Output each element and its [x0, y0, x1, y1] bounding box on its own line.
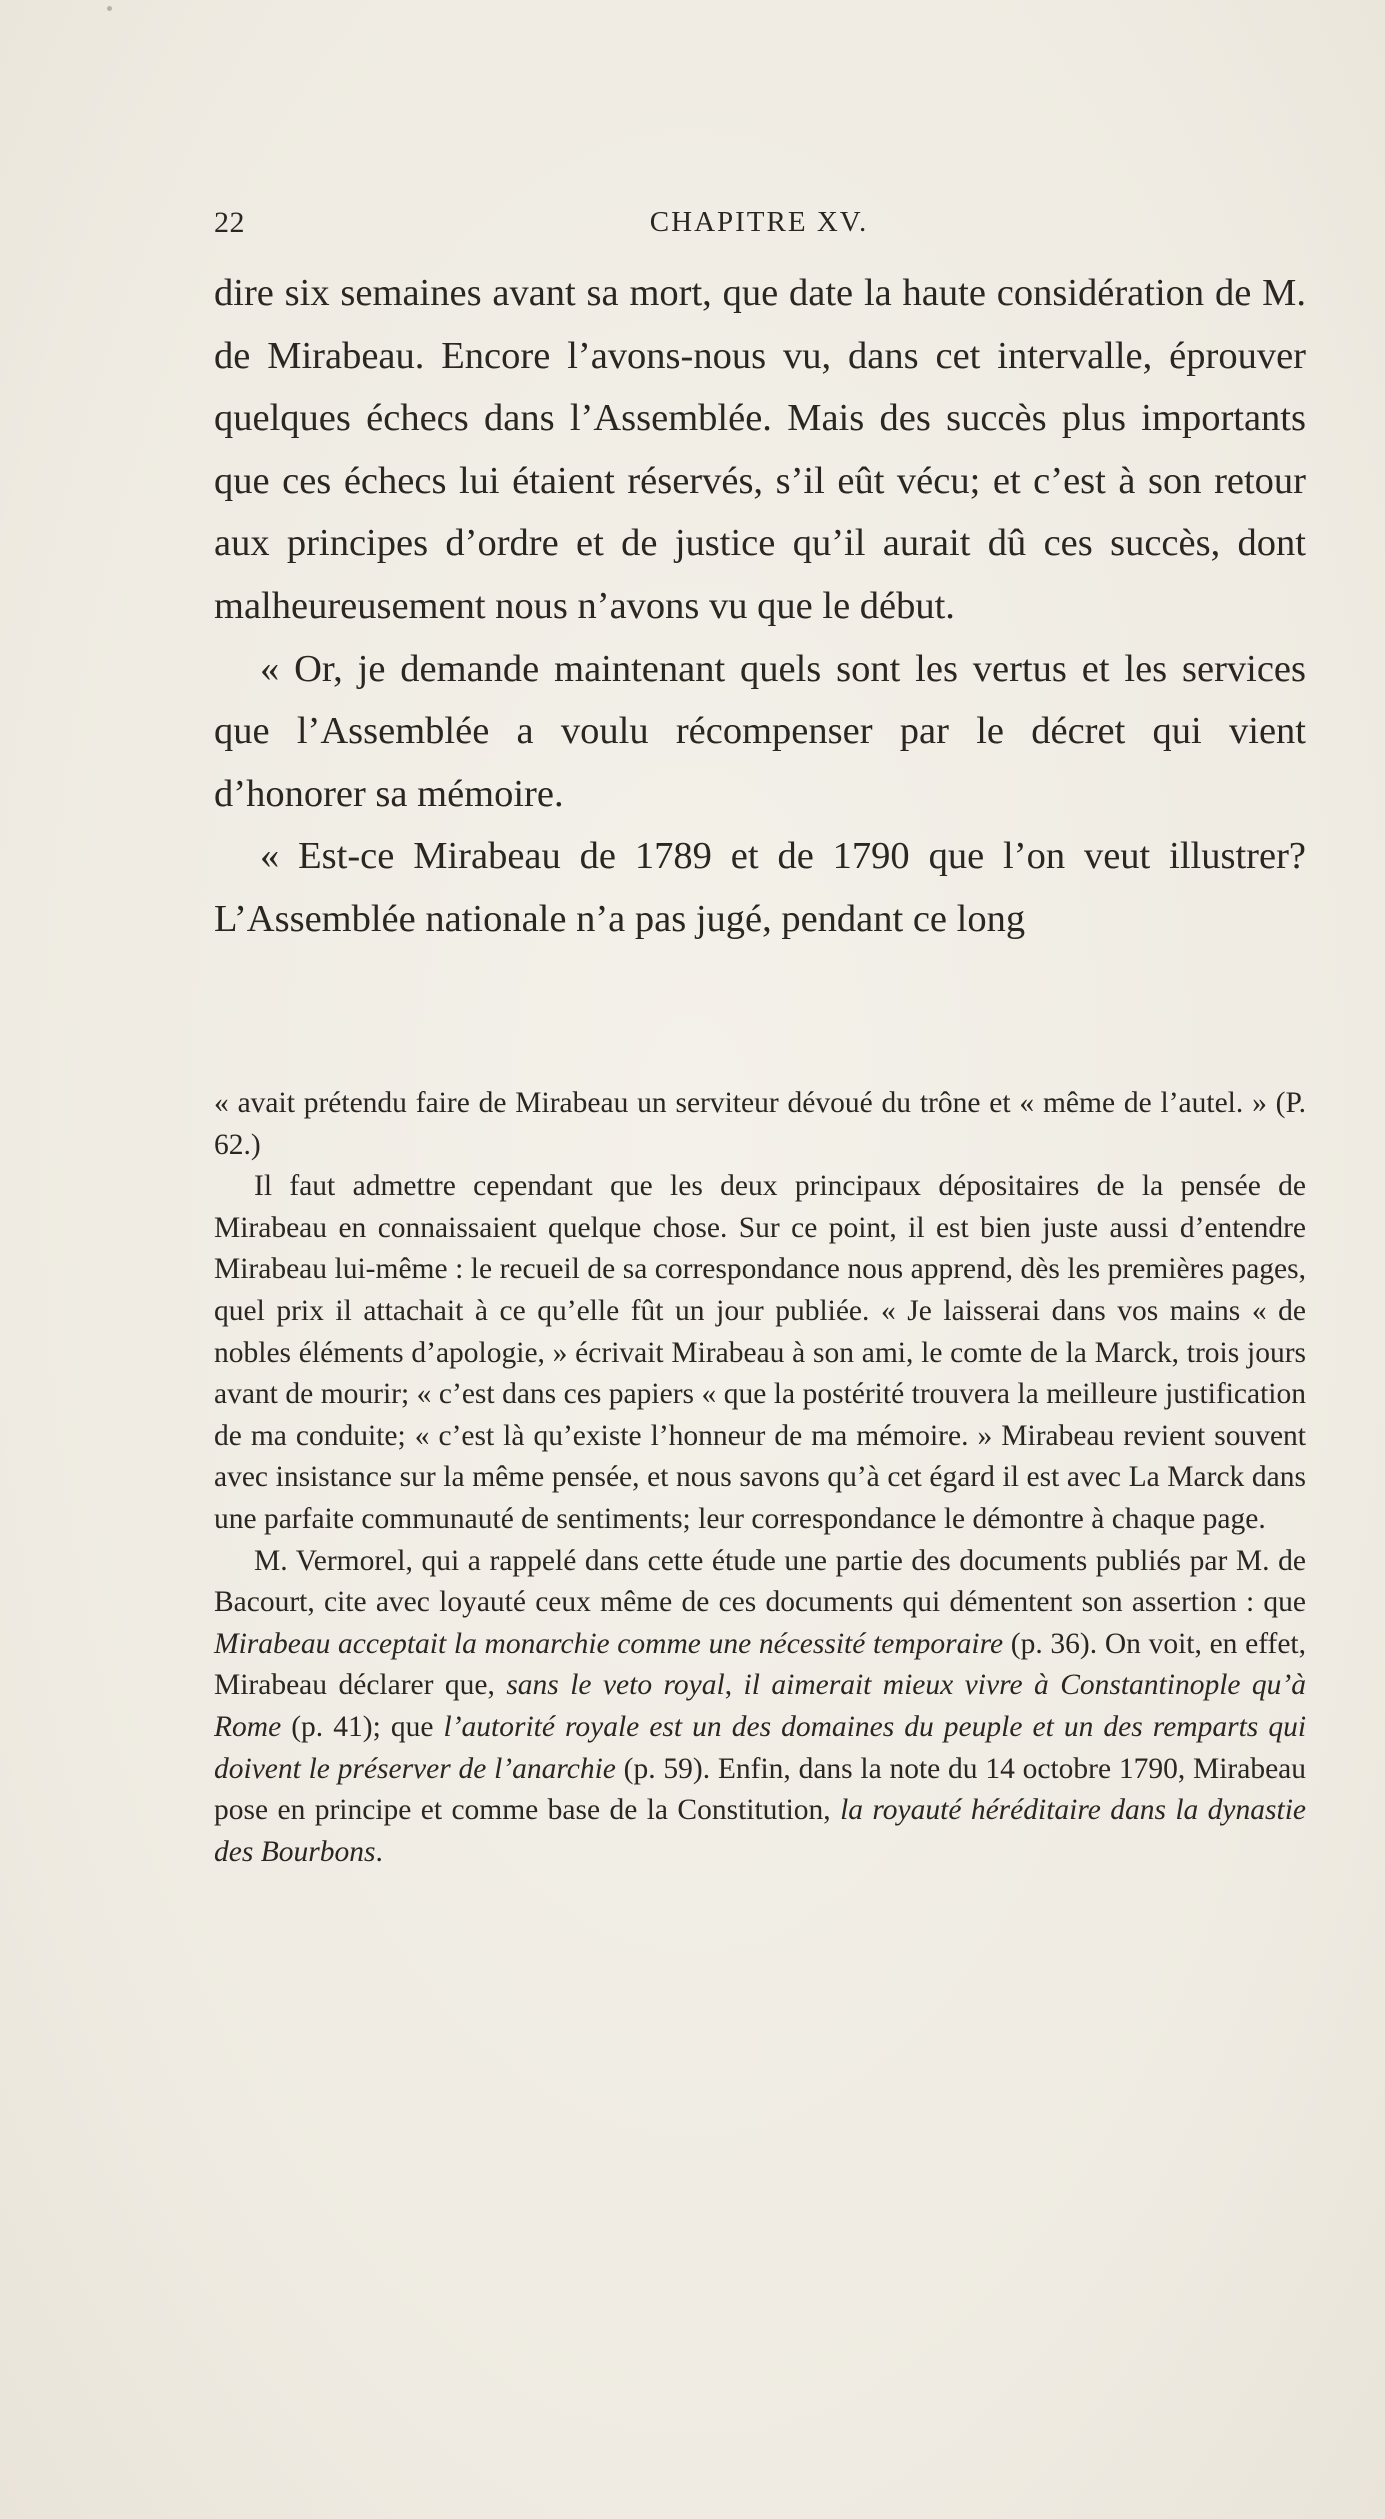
- main-paragraph: dire six semaines avant sa mort, que date la haute considération de M. de Mirabeau. Encore l’avons-nous vu, dans cet intervalle, éprouver quelques échecs dans l’Assemblée. Mais des succès plus importants que ces échecs lui étaient réservés, s’il eût vécu; et c’est à son retour aux principes d’ordre et de justice qu’il aurait dû ces succès, dont malheureusement nous n’avons vu que le début.: [214, 272, 1306, 627]
- main-paragraph: « Or, je demande maintenant quels sont les vertus et les services que l’Assemblée a voulu récompenser par le décret qui vient d’honorer sa mémoire.: [214, 647, 1306, 815]
- footnote-text: (p. 36). On voit, en effet, Mirabeau déclarer que,: [214, 1627, 1306, 1702]
- footnote-text: (p. 41); que: [281, 1710, 444, 1743]
- page-header: [214, 206, 1304, 246]
- footnote-paragraph: Il faut admettre cependant que les deux principaux dépositaires de la pensée de Mirabeau en connaissaient quelque chose. Sur ce point, il est bien juste aussi d’entendre Mirabeau lui-même : le recueil de sa correspondance nous apprend, dès les premières pages, quel prix il attachait à ce qu’elle fût un jour publiée. « Je laisserai dans vos mains « de nobles éléments d’apologie, » écrivait Mirabeau à son ami, le comte de la Marck, trois jours avant de mourir; « c’est dans ces papiers « que la postérité trouvera la meilleure justification de ma conduite; « c’est là qu’existe l’honneur de ma mémoire. » Mirabeau revient souvent avec insistance sur la même pensée, et nous savons qu’à cet égard il est avec La Marck dans une parfaite communauté de sentiments; leur correspondance le démontre à chaque page.: [214, 1170, 1306, 1535]
- main-paragraph: « Est-ce Mirabeau de 1789 et de 1790 que l’on veut illustrer? L’Assemblée nationale n’a pas jugé, pendant ce long: [214, 835, 1306, 940]
- footnote-text: ,: [724, 1669, 744, 1702]
- footnote-paragraph: [214, 1541, 1306, 1874]
- page-number: 22: [214, 206, 245, 239]
- footnotes: [214, 1083, 1306, 1873]
- paper-speck: [107, 6, 112, 11]
- footnote-italic: la royauté héréditaire dans la dynastie des Bourbons: [214, 1794, 1306, 1868]
- footnote-italic: l’autorité royale est un des domaines du peuple et un des remparts qui doivent le préserver de l’anarchie: [214, 1710, 1307, 1785]
- main-text: [214, 262, 1306, 951]
- footnote-paragraph: « avait prétendu faire de Mirabeau un serviteur dévoué du trône et « même de l’autel. » (P. 62.): [214, 1087, 1306, 1161]
- running-head: CHAPITRE XV.: [649, 206, 869, 238]
- footnote-italic: il aimerait mieux vivre à Constantinople qu’à Rome: [214, 1669, 1307, 1743]
- footnote-italic: Mirabeau acceptait la monarchie comme une nécessité temporaire: [214, 1627, 1004, 1660]
- footnote-text: (p. 59). Enfin, dans la note du 14 octobre 1790, Mirabeau pose en principe et comme base de la Constitution,: [214, 1752, 1307, 1827]
- footnote-text: .: [375, 1835, 383, 1868]
- footnote-italic: sans le veto royal: [506, 1669, 725, 1702]
- footnote-text: M. Vermorel, qui a rappelé dans cette étude une partie des documents publiés par M. de Bacourt, cite avec loyauté ceux même de ces documents qui démentent son assertion : que: [214, 1544, 1306, 1619]
